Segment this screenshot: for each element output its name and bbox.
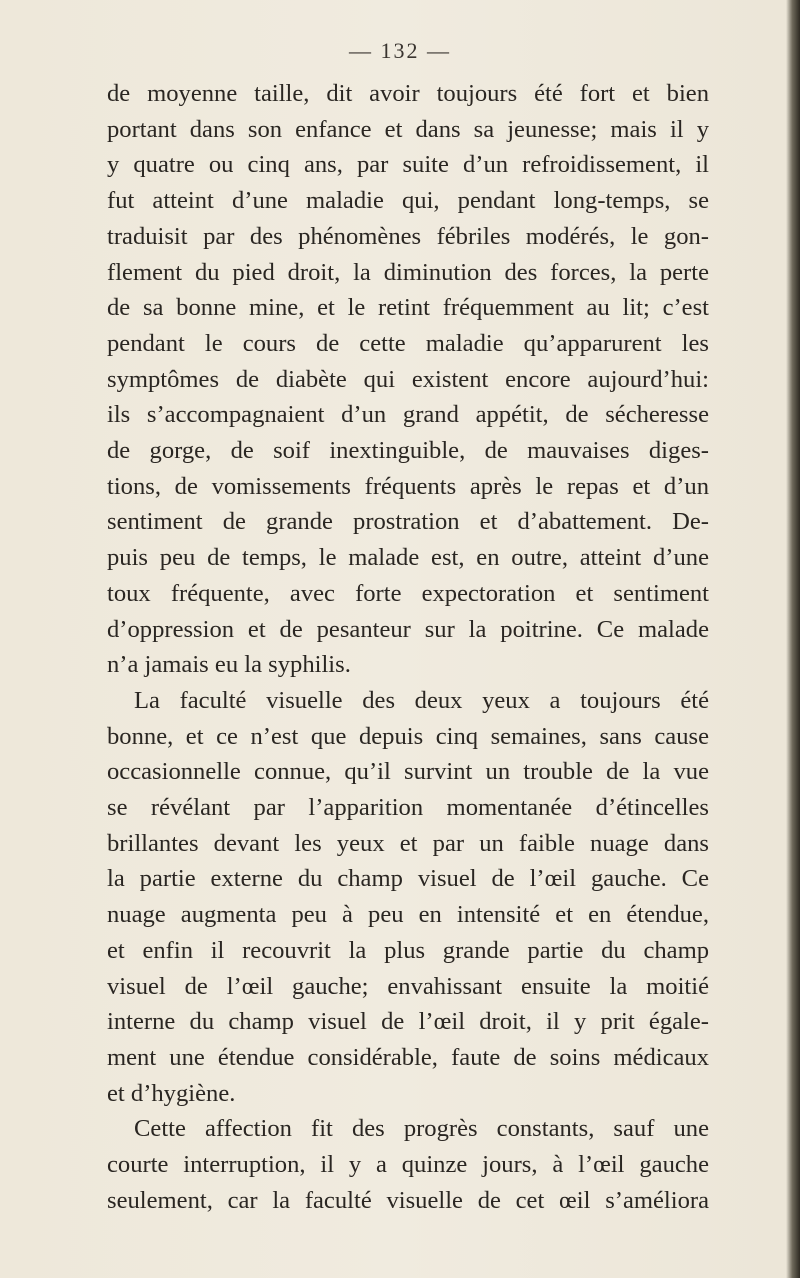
text-line: brillantes devant les yeux et par un faible nuage dans [107,829,709,857]
text-line: sentiment de grande prostration et d’abattement. De- [107,508,709,536]
text-line: n’a jamais eu la syphilis. [107,651,351,679]
text-line: de sa bonne mine, et le retint fréquemment au lit; c’est [107,294,709,322]
text-line: pendant le cours de cette maladie qu’apparurent les [107,329,709,357]
text-line: seulement, car la faculté visuelle de cet œil s’améliora [107,1186,709,1214]
text-line: nuage augmenta peu à peu en intensité et en étendue, [107,901,709,929]
text-line: Cette affection fit des progrès constants, sauf une [134,1115,709,1143]
text-line: y quatre ou cinq ans, par suite d’un refroidissement, il [107,151,709,179]
page-edge-shadow [786,0,800,1278]
text-line: bonne, et ce n’est que depuis cinq semaines, sans cause [107,722,709,750]
text-line: fut atteint d’une maladie qui, pendant long-temps, se [107,187,709,215]
text-line: La faculté visuelle des deux yeux a toujours été [134,686,709,714]
text-line: visuel de l’œil gauche; envahissant ensuite la moitié [107,972,709,1000]
text-line: traduisit par des phénomènes fébriles modérés, le gon- [107,222,709,250]
text-line: d’oppression et de pesanteur sur la poitrine. Ce malade [107,615,709,643]
text-line: et enfin il recouvrit la plus grande partie du champ [107,936,709,964]
text-line: symptômes de diabète qui existent encore aujourd’hui: [107,365,709,393]
text-line: la partie externe du champ visuel de l’œil gauche. Ce [107,865,709,893]
text-line: interne du champ visuel de l’œil droit, il y prit égale- [107,1008,709,1036]
text-line: occasionnelle connue, qu’il survint un trouble de la vue [107,758,709,786]
text-line: ment une étendue considérable, faute de soins médicaux [107,1043,709,1071]
text-line: se révélant par l’apparition momentanée d’étincelles [107,794,709,822]
text-line: courte interruption, il y a quinze jours, à l’œil gauche [107,1151,709,1179]
body-text [107,76,709,1219]
text-line: de moyenne taille, dit avoir toujours été fort et bien [107,80,709,107]
text-line: et d’hygiène. [107,1079,236,1107]
page-number: — 132 — [349,38,451,63]
text-line: flement du pied droit, la diminution des forces, la perte [107,258,709,286]
text-line: toux fréquente, avec forte expectoration et sentiment [107,579,709,607]
text-line: de gorge, de soif inextinguible, de mauvaises diges- [107,437,709,465]
text-line: tions, de vomissements fréquents après le repas et d’un [107,472,709,500]
text-line: portant dans son enfance et dans sa jeunesse; mais il y [107,115,709,143]
text-line: ils s’accompagnaient d’un grand appétit, de sécheresse [107,401,709,429]
text-line: puis peu de temps, le malade est, en outre, atteint d’une [107,544,709,572]
